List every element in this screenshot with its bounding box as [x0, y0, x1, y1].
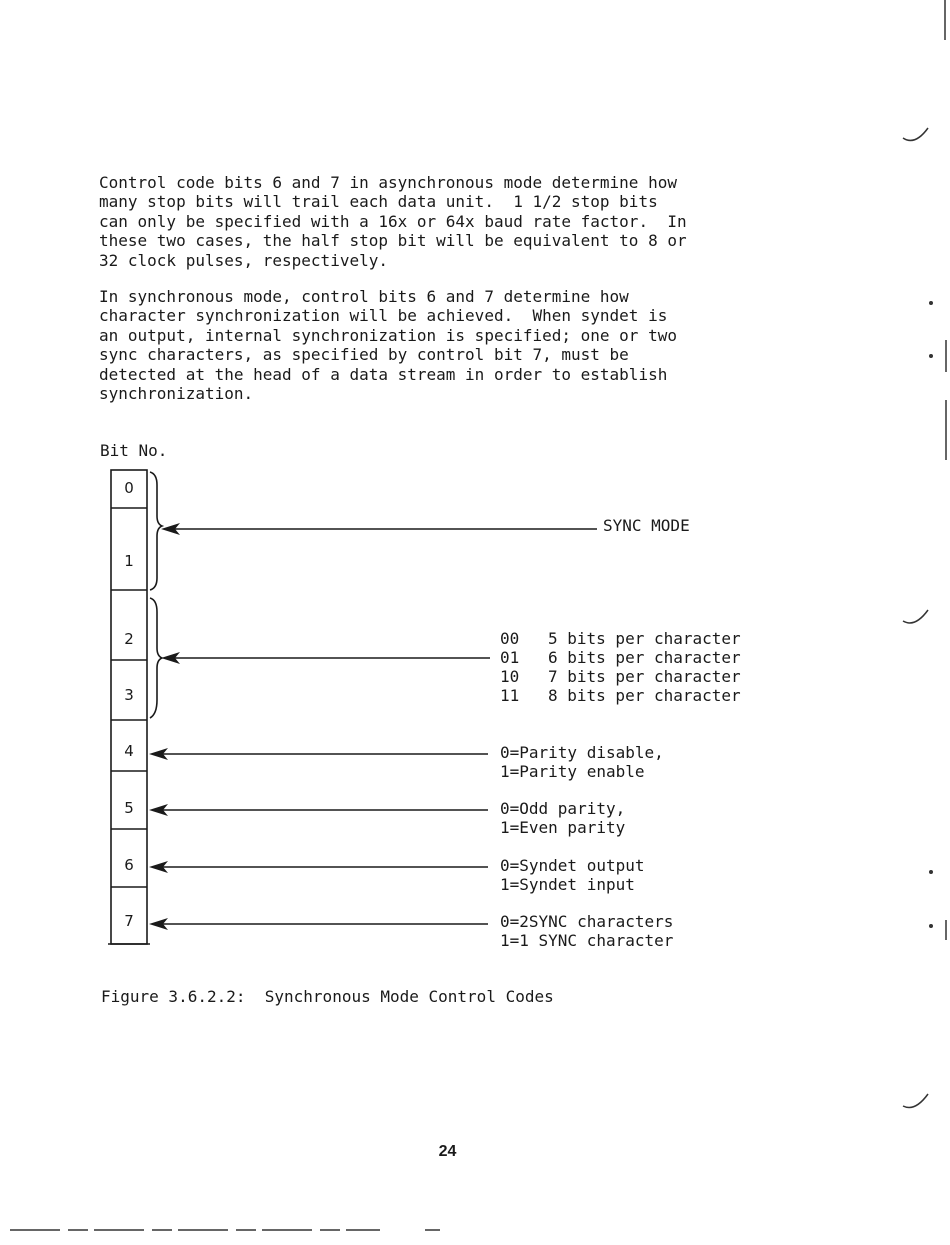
- figure-caption: Figure 3.6.2.2: Synchronous Mode Control Codes: [101, 987, 554, 1006]
- bit7-desc-0: 0=2SYNC characters: [500, 912, 674, 931]
- char-length-code: 00: [500, 629, 520, 648]
- bit-label-7: 7: [124, 912, 134, 930]
- char-length-desc: 5 bits per character: [548, 629, 741, 648]
- paragraph-sync-mode: In synchronous mode, control bits 6 and 7 determine how character synchronization will be achieved. When syndet is an output, internal synchronization is specified; one or two sync characters, as specified by control bit 7, must be detected at the head of a data stream in order to establish synchronization.: [99, 287, 677, 404]
- bit4-desc-1: 1=Parity enable: [500, 762, 645, 781]
- bit6-desc-1: 1=Syndet input: [500, 875, 635, 894]
- page-number: 24: [438, 1143, 457, 1160]
- bit-label-5: 5: [124, 799, 134, 817]
- char-length-desc: 6 bits per character: [548, 648, 741, 667]
- bit6-desc-0: 0=Syndet output: [500, 856, 645, 875]
- bit-label-3: 3: [124, 686, 134, 704]
- bit-label-6: 6: [124, 856, 134, 874]
- bit-label-1: 1: [124, 552, 134, 570]
- char-length-desc: 7 bits per character: [548, 667, 741, 686]
- bit-number-heading: Bit No.: [100, 441, 168, 460]
- bit5-desc-1: 1=Even parity: [500, 818, 626, 837]
- scan-mark: [903, 1094, 928, 1108]
- bit-label-0: 0: [124, 479, 134, 497]
- char-length-desc: 8 bits per character: [548, 686, 741, 705]
- brace-bits-2-3: [150, 598, 162, 718]
- sync-mode-label: SYNC MODE: [603, 516, 690, 535]
- char-length-code: 01: [500, 648, 520, 667]
- bit-label-4: 4: [124, 742, 134, 760]
- brace-bits-0-1: [150, 472, 162, 590]
- scan-mark: [903, 128, 928, 140]
- paragraph-async-stop-bits: Control code bits 6 and 7 in asynchronous mode determine how many stop bits will trail each data unit. 1 1/2 stop bits can only be specified with a 16x or 64x baud rate factor. In these two cases, the half stop bit will be equivalent to 8 or 32 clock pulses, respectively.: [99, 173, 687, 270]
- bit-label-2: 2: [124, 630, 134, 648]
- char-length-code: 10: [500, 667, 520, 686]
- char-length-code: 11: [500, 686, 520, 705]
- scan-mark: [903, 610, 928, 623]
- bit7-desc-1: 1=1 SYNC character: [500, 931, 674, 950]
- bit5-desc-0: 0=Odd parity,: [500, 799, 626, 818]
- bit4-desc-0: 0=Parity disable,: [500, 743, 664, 762]
